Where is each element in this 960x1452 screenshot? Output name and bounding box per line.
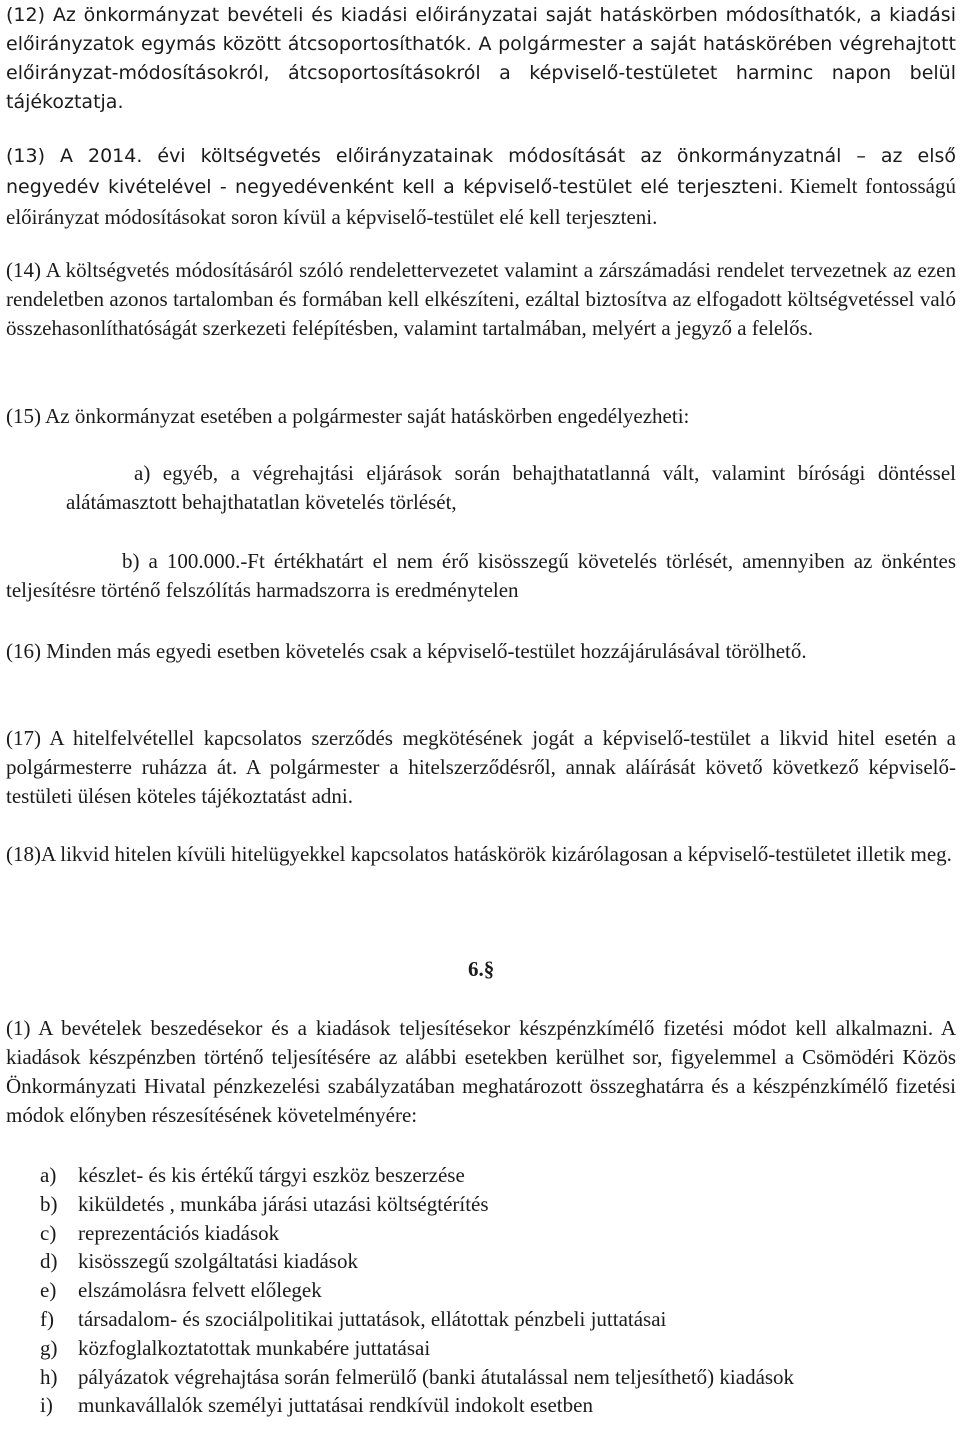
list-item — [40, 1363, 794, 1392]
list-item-text: elszámolásra felvett előlegek — [78, 1278, 322, 1303]
list-item — [40, 1276, 794, 1305]
paragraph-15: (15) Az önkormányzat esetében a polgármester saját hatáskörben engedélyezheti: — [6, 404, 690, 428]
list-item-text: közfoglalkoztatottak munkabére juttatásai — [78, 1335, 431, 1360]
list-item-label: f) — [40, 1306, 54, 1331]
paragraph-16: (16) Minden más egyedi esetben követelés csak a képviselő-testület hozzájárulásával törölhető. — [6, 639, 807, 663]
list-item-text: társadalom- és szociálpolitikai juttatások, ellátottak pénzbeli juttatásai — [78, 1306, 667, 1331]
list-item — [40, 1305, 794, 1334]
paragraph-17: (17) A hitelfelvétellel kapcsolatos szerződés megkötésének jogát a képviselő-testület a likvid hitel esetén a polgármesterre ruházza át. A polgármester a hitelszerződésről, annak aláírását követő következő képviselő-testületi ülésen köteles tájékoztatást adni. — [6, 726, 956, 808]
list-item-label: c) — [40, 1220, 57, 1245]
list-item — [40, 1247, 794, 1276]
paragraph-13-text: (13) A 2014. évi költségvetés előirányzatainak módosítását az önkormányzatnál – az első negyedév kivételével - negyedévenként kell a képviselő-testület elé terjeszteni. — [6, 145, 956, 198]
list-item — [40, 1190, 794, 1219]
list-item-text: munkavállalók személyi juttatásai rendkívül indokolt esetben — [78, 1393, 593, 1418]
section-6-paragraph-1: (1) A bevételek beszedésekor és a kiadások teljesítésekor készpénzkímélő fizetési módot kell alkalmazni. A kiadások készpénzben történő teljesítésére az alábbi esetekben kerülhet sor, figyelemmel a Csömödéri Közös Önkormányzati Hivatal pénzkezelési szabályzatában meghatározott összeghatárra és a készpénzkímélő fizetési módok előnyben részesítésének követelményére: — [6, 1016, 956, 1127]
paragraph-13-serif-text: Kiemelt fontosságú előirányzat módosításokat soron kívül a képviselő-testület elé kell terjeszteni. — [6, 174, 956, 229]
list-item-label: h) — [40, 1364, 58, 1389]
list-item — [40, 1391, 794, 1420]
paragraph-18: (18)A likvid hitelen kívüli hitelügyekkel kapcsolatos hatáskörök kizárólagosan a képviselő-testületet illetik meg. — [6, 842, 952, 866]
list-item-text: reprezentációs kiadások — [78, 1220, 280, 1245]
list-item-label: b) — [40, 1191, 58, 1216]
payment-case-list — [40, 1161, 794, 1420]
list-item-text: készlet- és kis értékű tárgyi eszköz beszerzése — [78, 1163, 465, 1187]
list-item-label: a) — [40, 1163, 57, 1187]
list-item — [40, 1334, 794, 1363]
list-item — [40, 1161, 794, 1190]
section-title: 6.§ — [468, 957, 495, 981]
list-item-text: kisösszegű szolgáltatási kiadások — [78, 1249, 358, 1274]
list-item-text: kiküldetés , munkába járási utazási költségtérítés — [78, 1191, 489, 1216]
list-item-label: g) — [40, 1335, 58, 1360]
paragraph-15-a: a) egyéb, a végrehajtási eljárások során behajthatatlanná vált, valamint bírósági döntéssel alátámasztott behajthatatlan követelés törlését, — [66, 461, 956, 514]
paragraph-15-b: b) a 100.000.-Ft értékhatárt el nem érő kisösszegű követelés törlését, amennyiben az önkéntes teljesítésre történő felszólítás harmadszorra is eredménytelen — [6, 549, 956, 602]
paragraph-13 — [6, 142, 956, 234]
list-item-label: e) — [40, 1278, 57, 1303]
list-item-text: pályázatok végrehajtása során felmerülő (banki átutalással nem teljesíthető) kiadások — [78, 1364, 795, 1389]
list-item-label: d) — [40, 1249, 58, 1274]
paragraph-14: (14) A költségvetés módosításáról szóló rendelettervezetet valamint a zárszámadási rendelet tervezetnek az ezen rendeletben azonos tartalomban és formában kell elkészíteni, ezáltal biztosítva az elfogadott költségvetéssel való összehasonlíthatóságát szerkezeti felépítésben, valamint tartalmában, melyért a jegyző a felelős. — [6, 258, 956, 340]
list-item — [40, 1219, 794, 1248]
list-item-label: i) — [40, 1393, 53, 1418]
paragraph-12: (12) Az önkormányzat bevételi és kiadási előirányzatai saját hatáskörben módosíthatók, a kiadási előirányzatok egymás között átcsoportosíthatók. A polgármester a saját hatáskörében végrehajtott előirányzat-módosításokról, átcsoportosításokról a képviselő-testületet harminc napon belül tájékoztatja. — [6, 4, 956, 113]
